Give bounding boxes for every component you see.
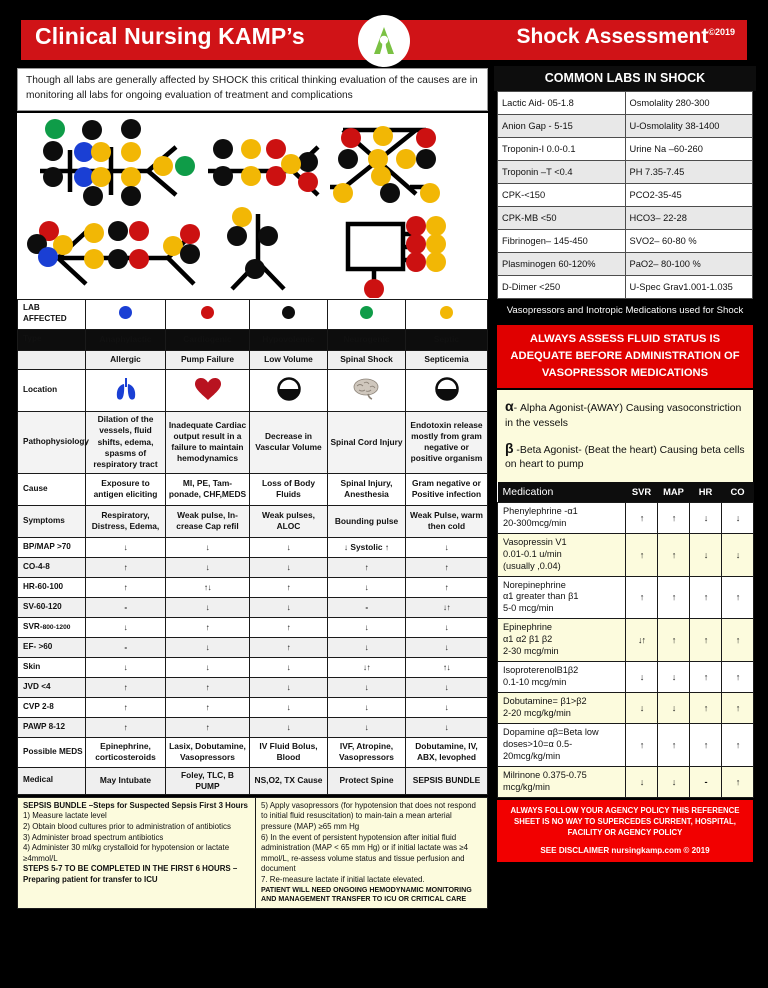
svr-anaphylactic: ↓: [86, 617, 166, 637]
med-map-4: ↓: [658, 662, 690, 693]
table-row: [498, 161, 753, 184]
med-name-7: Milrinone 0.375-0.75 mcg/kg/min: [498, 766, 626, 797]
location-neurogenic: [328, 369, 406, 411]
row-label-hr: HR-60-100: [18, 577, 86, 597]
shock-assessment-table: [17, 299, 488, 795]
co-neurogenic: ↑: [328, 557, 406, 577]
right-column: [494, 66, 756, 909]
table-row: [498, 276, 753, 299]
heart-icon: [194, 377, 222, 401]
cause-cardiogenic: MI, PE, Tam-ponade, CHF,MEDS: [166, 473, 250, 505]
sepsis-title: SEPSIS BUNDLE –Steps for Suspected Sepsis First 3 Hours: [23, 800, 248, 810]
sepsis-step-1: 1) Measure lactate level: [23, 811, 107, 821]
table-row: [498, 138, 753, 161]
skin-neurogenic: ↓↑: [328, 657, 406, 677]
co-septic: ↑: [406, 557, 488, 577]
row-label-pawp: PAWP 8-12: [18, 717, 86, 737]
table-row: [498, 230, 753, 253]
symptoms-hypovolemic: Weak pulses, ALOC: [250, 505, 328, 537]
lab-name-0: Lactic Aid- 05-1.8: [498, 92, 626, 115]
table-row: [498, 253, 753, 276]
svr-hypovolemic: ↑: [250, 617, 328, 637]
med-svr-7: ↓: [626, 766, 658, 797]
med-map-0: ↑: [658, 502, 690, 533]
med-col-svr: SVR: [626, 482, 658, 503]
medications-table: [497, 482, 754, 798]
meds-septic: Dobutamine, IV, ABX, levophed: [406, 737, 488, 767]
med-map-7: ↓: [658, 766, 690, 797]
meds-anaphylactic: Epinephrine, corticosteroids: [86, 737, 166, 767]
med-co-2: ↑: [722, 576, 754, 619]
medical-cardiogenic: Foley, TLC, B PUMP: [166, 767, 250, 794]
svr-neurogenic: ↓: [328, 617, 406, 637]
med-co-3: ↑: [722, 619, 754, 662]
gold-dot-icon: [440, 306, 453, 319]
sepsis-step-4: 4) Administer 30 ml/kg crystalloid for hypotension or lactate ≥4mmol/L: [23, 843, 230, 863]
vital-row-pawp: [18, 717, 488, 737]
jvd-cardiogenic: ↑: [166, 677, 250, 697]
med-co-7: ↑: [722, 766, 754, 797]
row-label-jvd: JVD <4: [18, 677, 86, 697]
patho-neurogenic: Spinal Cord Injury: [328, 411, 406, 473]
vital-row-hr: [18, 577, 488, 597]
subtitle-blank: [18, 350, 86, 369]
lab-name-4: CPK-<150: [498, 184, 626, 207]
beta-line: [505, 439, 745, 473]
beta-text: -Beta Agonist- (Beat the heart) Causing beta cells on heart to pump: [505, 445, 745, 471]
sheet-title-text: Shock Assessment: [516, 25, 709, 48]
dot-cell-anaphylactic: [86, 299, 166, 329]
symptoms-row: [18, 505, 488, 537]
poster-body: [11, 66, 757, 911]
vital-row-cvp: [18, 697, 488, 717]
med-svr-2: ↑: [626, 576, 658, 619]
med-name-3: Epinephrine α1 α2 β1 β2 2-30 mcg/min: [498, 619, 626, 662]
vital-row-co: [18, 557, 488, 577]
med-svr-4: ↓: [626, 662, 658, 693]
med-co-6: ↑: [722, 724, 754, 767]
row-label-location: Location: [18, 369, 86, 411]
svr-range-text: 800-1200: [42, 623, 71, 631]
medications-header-row: [498, 482, 754, 503]
sv-cardiogenic: ↓: [166, 597, 250, 617]
med-svr-0: ↑: [626, 502, 658, 533]
medical-septic: SEPSIS BUNDLE: [406, 767, 488, 794]
co-cardiogenic: ↓: [166, 557, 250, 577]
med-map-2: ↑: [658, 576, 690, 619]
row-label-ef: EF- >60: [18, 637, 86, 657]
ef-septic: ↓: [406, 637, 488, 657]
subtitle-cardiogenic: Pump Failure: [166, 350, 250, 369]
lab-name-6: Fibrinogen– 145-450: [498, 230, 626, 253]
ef-neurogenic: ↓: [328, 637, 406, 657]
lab-value-0: Osmolality 280-300: [625, 92, 753, 115]
subtitle-hypovolemic: Low Volume: [250, 350, 328, 369]
med-svr-6: ↑: [626, 724, 658, 767]
type-cardiogenic: Cardiogenic: [166, 329, 250, 350]
row-label-sv: SV-60-120: [18, 597, 86, 617]
med-hr-0: ↓: [690, 502, 722, 533]
table-row: [498, 207, 753, 230]
med-co-5: ↑: [722, 693, 754, 724]
possible-meds-row: [18, 737, 488, 767]
lab-name-2: Troponin-I 0.0-0.1: [498, 138, 626, 161]
subtitle-neurogenic: Spinal Shock: [328, 350, 406, 369]
fishbone-svg: [18, 114, 486, 298]
sv-hypovolemic: ↓: [250, 597, 328, 617]
type-label: Type: [18, 329, 86, 350]
hr-hypovolemic: ↑: [250, 577, 328, 597]
hr-anaphylactic: ↑: [86, 577, 166, 597]
row-label-cvp: CVP 2-8: [18, 697, 86, 717]
sv-anaphylactic: -: [86, 597, 166, 617]
sheet-title: [517, 25, 735, 49]
meds-neurogenic: IVF, Atropine, Vasopressors: [328, 737, 406, 767]
lab-affected-row: [18, 299, 488, 329]
lab-value-8: U-Spec Grav1.001-1.035: [625, 276, 753, 299]
med-hr-3: ↑: [690, 619, 722, 662]
sepsis-right-footer: PATIENT WILL NEED ONGOING HEMODYNAMIC MONITORING AND MANAGEMENT TRANSFER TO ICU OR CRITICAL CARE: [261, 885, 472, 903]
sepsis-steps-first3hours: [18, 798, 256, 908]
meds-hypovolemic: IV Fluid Bolus, Blood: [250, 737, 328, 767]
location-hypovolemic: [250, 369, 328, 411]
med-co-4: ↑: [722, 662, 754, 693]
lungs-icon: [114, 376, 138, 402]
location-anaphylactic: [86, 369, 166, 411]
agency-policy-text: ALWAYS FOLLOW YOUR AGENCY POLICY THIS REFERENCE SHEET IS NO WAY TO SUPERCEDES CURRENT, HOSPITAL, FACILITY OR AGENCY POLICY: [510, 805, 740, 838]
blue-dot-icon: [119, 306, 132, 319]
symptoms-septic: Weak Pulse, warm then cold: [406, 505, 488, 537]
alpha-line: [505, 397, 745, 431]
meds-cardiogenic: Lasix, Dobutamine, Vasopressors: [166, 737, 250, 767]
left-column: [13, 66, 490, 909]
med-co-1: ↓: [722, 533, 754, 576]
patho-cardiogenic: Inadequate Cardiac output result in a failure to maintain hemodynamics: [166, 411, 250, 473]
table-row: [498, 662, 754, 693]
row-label-possible-meds: Possible MEDS: [18, 737, 86, 767]
med-svr-1: ↑: [626, 533, 658, 576]
sepsis-left-footer: STEPS 5-7 TO BE COMPLETED IN THE FIRST 6 HOURS –Preparing patient for transfer to ICU: [23, 864, 238, 884]
row-label-symptoms: Symptoms: [18, 505, 86, 537]
med-col-medication: Medication: [498, 482, 626, 503]
jvd-hypovolemic: ↓: [250, 677, 328, 697]
med-name-2: Norepinephrine α1 greater than β1 5-0 mcg/min: [498, 576, 626, 619]
poster-frame: [8, 8, 760, 980]
jvd-neurogenic: ↓: [328, 677, 406, 697]
skin-hypovolemic: ↓: [250, 657, 328, 677]
med-map-1: ↑: [658, 533, 690, 576]
ef-hypovolemic: ↑: [250, 637, 328, 657]
alpha-symbol: α: [505, 398, 514, 415]
ef-cardiogenic: ↓: [166, 637, 250, 657]
copyright-mark: ©2019: [708, 27, 735, 37]
kamp-logo: [358, 15, 410, 67]
table-row: [498, 533, 754, 576]
sepsis-step-2: 2) Obtain blood cultures prior to administration of antibiotics: [23, 821, 231, 831]
bp-hypovolemic: ↓: [250, 537, 328, 557]
logo-a-icon: [364, 21, 404, 61]
med-svr-3: ↓↑: [626, 619, 658, 662]
cvp-anaphylactic: ↑: [86, 697, 166, 717]
svr-septic: ↓: [406, 617, 488, 637]
lab-fishbone-diagram: [17, 113, 488, 299]
lab-value-6: SVO2– 60-80 %: [625, 230, 753, 253]
green-dot-icon: [360, 306, 373, 319]
row-label-co: CO-4-8: [18, 557, 86, 577]
lab-name-5: CPK-MB <50: [498, 207, 626, 230]
cause-septic: Gram negative or Positive infection: [406, 473, 488, 505]
intro-text: Though all labs are generally affected by SHOCK this critical thinking evaluation of the causes are in monitoring all labs for ongoing evaluation of treatment and complications: [17, 68, 488, 111]
cause-hypovolemic: Loss of Body Fluids: [250, 473, 328, 505]
location-row: [18, 369, 488, 411]
dot-cell-septic: [406, 299, 488, 329]
sepsis-step-3: 3) Administer broad spectrum antibiotics: [23, 832, 164, 842]
lab-value-5: HCO3– 22-28: [625, 207, 753, 230]
pawp-hypovolemic: ↓: [250, 717, 328, 737]
type-septic: Septic: [406, 329, 488, 350]
red-dot-icon: [201, 306, 214, 319]
symptoms-anaphylactic: Respiratory, Distress, Edema,: [86, 505, 166, 537]
sepsis-step-7: 7. Re-measure lactate if initial lactate elevated.: [261, 874, 425, 884]
lab-value-4: PCO2-35-45: [625, 184, 753, 207]
black-dot-icon: [282, 306, 295, 319]
svr-cardiogenic: ↑: [166, 617, 250, 637]
patho-septic: Endotoxin release mostly from gram negative or positive organism: [406, 411, 488, 473]
med-hr-2: ↑: [690, 576, 722, 619]
hr-cardiogenic: ↑↓: [166, 577, 250, 597]
symptoms-neurogenic: Bounding pulse: [328, 505, 406, 537]
cause-anaphylactic: Exposure to antigen eliciting: [86, 473, 166, 505]
alpha-beta-explainer: [497, 390, 753, 481]
brand-title: Clinical Nursing KAMP’s: [35, 23, 305, 49]
cause-row: [18, 473, 488, 505]
jvd-anaphylactic: ↑: [86, 677, 166, 697]
jvd-septic: ↓: [406, 677, 488, 697]
location-septic: [406, 369, 488, 411]
table-row: [498, 766, 754, 797]
medical-anaphylactic: May Intubate: [86, 767, 166, 794]
sepsis-bundle-block: [17, 797, 488, 909]
med-hr-1: ↓: [690, 533, 722, 576]
hr-septic: ↑: [406, 577, 488, 597]
med-co-0: ↓: [722, 502, 754, 533]
med-col-map: MAP: [658, 482, 690, 503]
bp-anaphylactic: ↓: [86, 537, 166, 557]
medical-neurogenic: Protect Spine: [328, 767, 406, 794]
sepsis-steps-5to7: [256, 798, 486, 908]
medical-row: [18, 767, 488, 794]
med-name-4: IsoproterenolB1β2 0.1-10 mcg/min: [498, 662, 626, 693]
vital-row-skin: [18, 657, 488, 677]
row-label-skin: Skin: [18, 657, 86, 677]
table-row: [498, 619, 754, 662]
pawp-septic: ↓: [406, 717, 488, 737]
skin-anaphylactic: ↓: [86, 657, 166, 677]
shock-subtitle-row: [18, 350, 488, 369]
lab-name-3: Troponin –T <0.4: [498, 161, 626, 184]
hr-neurogenic: ↓: [328, 577, 406, 597]
skin-cardiogenic: ↓: [166, 657, 250, 677]
lab-affected-label: LAB AFFECTED: [18, 299, 86, 329]
pawp-neurogenic: ↓: [328, 717, 406, 737]
disclaimer-text: SEE DISCLAIMER nursingkamp.com © 2019: [540, 845, 710, 855]
cvp-neurogenic: ↓: [328, 697, 406, 717]
cvp-septic: ↓: [406, 697, 488, 717]
lab-name-7: Plasminogen 60-120%: [498, 253, 626, 276]
lab-name-1: Anion Gap - 5-15: [498, 115, 626, 138]
bp-neurogenic: ↓ Systolic ↑: [328, 537, 406, 557]
table-row: [498, 693, 754, 724]
med-name-0: Phenylephrine -α1 20-300mcg/min: [498, 502, 626, 533]
co-anaphylactic: ↑: [86, 557, 166, 577]
common-labs-title: COMMON LABS IN SHOCK: [494, 66, 756, 91]
common-labs-table: [497, 91, 753, 299]
row-label-pathophysiology: Pathophysiology: [18, 411, 86, 473]
type-hypovolemic: Hypovolemic: [250, 329, 328, 350]
med-hr-4: ↑: [690, 662, 722, 693]
dot-cell-cardiogenic: [166, 299, 250, 329]
half-filled-circle-icon: [277, 377, 301, 401]
vital-row-svr: [18, 617, 488, 637]
table-row: [498, 724, 754, 767]
med-hr-6: ↑: [690, 724, 722, 767]
med-name-1: Vasopressin V1 0.01-0.1 u/min (usually ,0.04): [498, 533, 626, 576]
med-hr-5: ↑: [690, 693, 722, 724]
subtitle-septic: Septicemia: [406, 350, 488, 369]
cvp-hypovolemic: ↓: [250, 697, 328, 717]
table-row: [498, 576, 754, 619]
poster-header: [11, 11, 757, 66]
med-map-5: ↓: [658, 693, 690, 724]
table-row: [498, 115, 753, 138]
table-row: [498, 502, 754, 533]
type-neurogenic: Neurogenic: [328, 329, 406, 350]
patho-anaphylactic: Dilation of the vessels, fluid shifts, edema, spasms of respiratory tract: [86, 411, 166, 473]
bp-septic: ↓: [406, 537, 488, 557]
lab-name-8: D-Dimer <250: [498, 276, 626, 299]
sepsis-step-5: 5) Apply vasopressors (for hypotension that does not respond to initial fluid resuscitation) to main-tain a mean arterial pressure (MAP) ≥65 mm Hg: [261, 800, 476, 831]
row-label-svr: [18, 617, 86, 637]
med-name-5: Dobutamine= β1>β2 2-20 mcg/kg/min: [498, 693, 626, 724]
row-label-cause: Cause: [18, 473, 86, 505]
medical-hypovolemic: NS,O2, TX Cause: [250, 767, 328, 794]
brain-icon: [352, 377, 382, 401]
policy-disclaimer-block: [497, 800, 753, 863]
ef-anaphylactic: -: [86, 637, 166, 657]
med-col-hr: HR: [690, 482, 722, 503]
co-hypovolemic: ↓: [250, 557, 328, 577]
med-name-6: Dopamine αβ=Beta low doses>10=α 0.5- 20mcg/kg/min: [498, 724, 626, 767]
pathophysiology-row: [18, 411, 488, 473]
lab-value-7: PaO2– 80-100 %: [625, 253, 753, 276]
vasopressor-section-title: Vasopressors and Inotropic Medications used for Shock: [494, 299, 756, 323]
row-label-medical: Medical: [18, 767, 86, 794]
shock-type-row: [18, 329, 488, 350]
dot-cell-neurogenic: [328, 299, 406, 329]
symptoms-cardiogenic: Weak pulse, In-crease Cap refil: [166, 505, 250, 537]
half-filled-circle-icon: [435, 377, 459, 401]
sepsis-step-6: 6) In the event of persistent hypotension after initial fluid administration (MAP < 65 mm Hg) or if initial lactate was ≥4 mmol/L, re-assess volume status and tissue perfusion and document: [261, 832, 469, 874]
vital-row-sv: [18, 597, 488, 617]
sv-neurogenic: -: [328, 597, 406, 617]
med-col-co: CO: [722, 482, 754, 503]
vital-row-ef: [18, 637, 488, 657]
med-svr-5: ↓: [626, 693, 658, 724]
bp-cardiogenic: ↓: [166, 537, 250, 557]
skin-septic: ↑↓: [406, 657, 488, 677]
fluid-status-warning: ALWAYS ASSESS FLUID STATUS IS ADEQUATE BEFORE ADMINISTRATION OF VASOPRESSOR MEDICATIONS: [497, 325, 753, 388]
sv-septic: ↓↑: [406, 597, 488, 617]
dot-cell-hypovolemic: [250, 299, 328, 329]
cvp-cardiogenic: ↑: [166, 697, 250, 717]
subtitle-anaphylactic: Allergic: [86, 350, 166, 369]
pawp-cardiogenic: ↑: [166, 717, 250, 737]
vital-row-bp-map: [18, 537, 488, 557]
lab-value-2: Urine Na –60-260: [625, 138, 753, 161]
table-row: [498, 92, 753, 115]
alpha-text: - Alpha Agonist-(AWAY) Causing vasoconstriction in the vessels: [505, 403, 742, 429]
patho-hypovolemic: Decrease in Vascular Volume: [250, 411, 328, 473]
type-anaphylactic: Anaphylactic: [86, 329, 166, 350]
lab-value-3: PH 7.35-7.45: [625, 161, 753, 184]
table-row: [498, 184, 753, 207]
cause-neurogenic: Spinal Injury, Anesthesia: [328, 473, 406, 505]
med-map-6: ↑: [658, 724, 690, 767]
lab-value-1: U-Osmolality 38-1400: [625, 115, 753, 138]
med-hr-7: -: [690, 766, 722, 797]
beta-symbol: β: [505, 440, 514, 457]
row-label-bp-map: BP/MAP >70: [18, 537, 86, 557]
location-cardiogenic: [166, 369, 250, 411]
pawp-anaphylactic: ↑: [86, 717, 166, 737]
svr-label-text: SVR-: [23, 621, 43, 631]
med-map-3: ↑: [658, 619, 690, 662]
vital-row-jvd: [18, 677, 488, 697]
